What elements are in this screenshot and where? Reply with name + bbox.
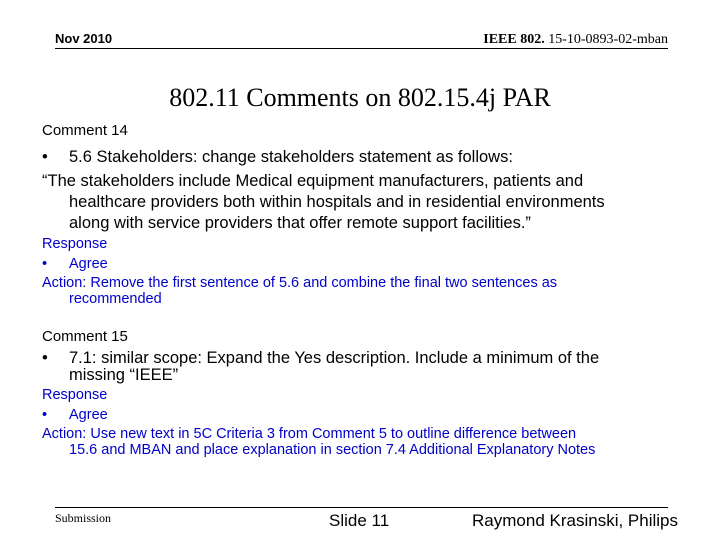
bullet-dot: • (42, 256, 48, 272)
footer-divider (55, 507, 668, 508)
comment15-bullet (42, 348, 599, 386)
comment14-bullet-text: 5.6 Stakeholders: change stakeholders statement as follows: (69, 148, 513, 166)
action-line: recommended (69, 291, 162, 307)
quote-line: “The stakeholders include Medical equipment manufacturers, patients and (42, 172, 584, 190)
header-doc-id (483, 32, 668, 48)
action-line: Action: Use new text in 5C Criteria 3 from Comment 5 to outline difference between (42, 426, 577, 442)
quote-line: healthcare providers both within hospitals and in residential environments (69, 193, 605, 211)
response-bullet (42, 256, 557, 272)
response-bullet (42, 407, 595, 423)
header-doc-prefix: IEEE 802. (483, 32, 545, 47)
comment14-bullet (42, 147, 513, 168)
bullet-dot: • (42, 407, 48, 423)
response-bullet-text: Agree (69, 407, 108, 423)
comment14-heading: Comment 14 (42, 122, 128, 139)
header-doc-number: 15-10-0893-02-mban (544, 32, 668, 47)
bullet-dot: • (42, 148, 48, 166)
footer-slide-number: Slide 11 (329, 511, 390, 530)
comment15-bullet-text: 7.1: similar scope: Expand the Yes description. Include a minimum of the (69, 349, 600, 367)
quote-line: along with service providers that offer remote support facilities.” (69, 214, 531, 232)
comment15-heading: Comment 15 (42, 328, 128, 345)
comment14-quote (42, 171, 605, 234)
footer-author: Raymond Krasinski, Philips (472, 511, 678, 530)
comment15-bullet-text-cont: missing “IEEE” (69, 366, 179, 384)
action-line: 15.6 and MBAN and place explanation in section 7.4 Additional Explanatory Notes (69, 442, 596, 458)
action-line: Action: Remove the first sentence of 5.6 and combine the final two sentences as (42, 275, 558, 291)
response-heading: Response (42, 236, 108, 252)
header-date: Nov 2010 (55, 31, 113, 46)
response-heading: Response (42, 387, 108, 403)
comment14-response (42, 236, 557, 307)
footer-submission: Submission (55, 511, 112, 525)
header-divider (55, 48, 668, 49)
comment15-response (42, 387, 595, 458)
response-bullet-text: Agree (69, 256, 108, 272)
slide-title: 802.11 Comments on 802.15.4j PAR (169, 83, 551, 112)
bullet-dot: • (42, 349, 48, 367)
